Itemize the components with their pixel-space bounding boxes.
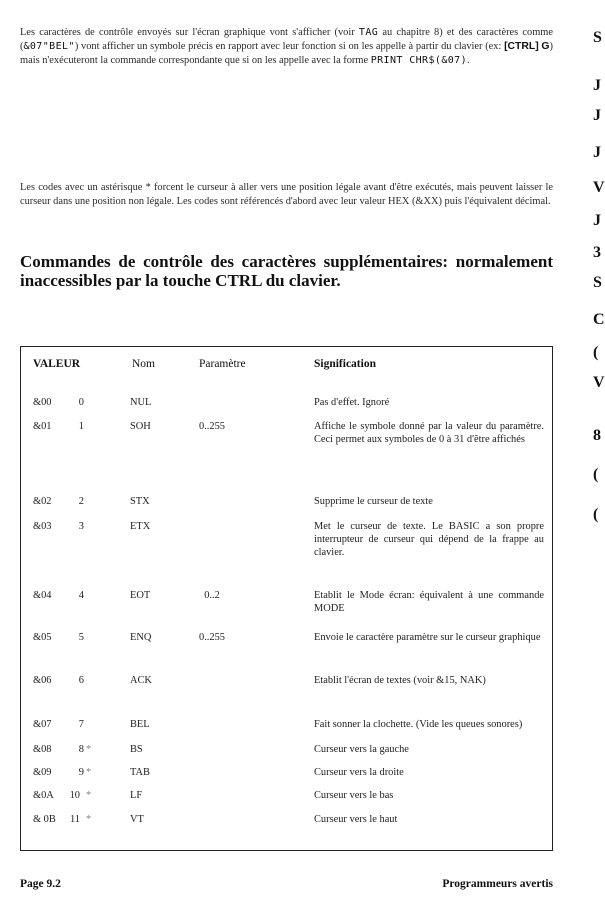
row-code-name: EOT xyxy=(130,590,151,601)
row-decimal-value: 6 xyxy=(78,675,84,686)
tag-keyword: TAG xyxy=(358,27,379,38)
row-description: Etablit l'écran de textes (voir &15, NAK) xyxy=(314,675,486,686)
row-decimal-value: 11 xyxy=(69,814,80,825)
intro-paragraph-1: Les caractères de contrôle envoyés sur l'écran graphique vont s'afficher (voir TAG au chapitre 8) et des caractères comme (&07"BEL") vont afficher un symbole précis en rapport avec leur fonction si on les appelle à partir du clavier (ex: [CTRL] G) mais n'exécuteront la commande correspondante que si on les appelle avec la forme PRINT CHR$(&07). xyxy=(20,27,553,66)
row-hex-value: &0A xyxy=(33,790,54,801)
row-decimal-value: 3 xyxy=(78,521,84,532)
row-code-name: ETX xyxy=(130,521,151,532)
row-hex-value: &07 xyxy=(33,719,52,730)
edge-glyph: J xyxy=(593,78,601,94)
edge-glyph: J xyxy=(593,145,601,161)
row-description: Pas d'effet. Ignoré xyxy=(314,397,390,408)
header-parametre: Paramètre xyxy=(199,358,246,370)
row-code-name: TAB xyxy=(130,767,150,778)
row-description: Affiche le symbole donné par la valeur du paramètre. Ceci permet aux symboles de 0 à 31 d'être affichés xyxy=(314,421,544,445)
row-decimal-value: 10 xyxy=(69,790,80,801)
row-hex-value: &08 xyxy=(33,744,52,755)
edge-glyph: V xyxy=(593,375,605,391)
section-title: Programmeurs avertis xyxy=(442,878,553,890)
g-key: G xyxy=(541,41,550,52)
row-decimal-value: 9 xyxy=(78,767,84,778)
row-parameter-range: 0..255 xyxy=(199,421,225,432)
row-code-name: SOH xyxy=(130,421,151,432)
edge-glyph: ( xyxy=(593,507,599,523)
row-description: Curseur vers la gauche xyxy=(314,744,409,755)
print-command: PRINT CHR$(&07) xyxy=(370,55,467,66)
row-hex-value: &09 xyxy=(33,767,52,778)
row-decimal-value: 5 xyxy=(78,632,84,643)
row-code-name: BS xyxy=(130,744,143,755)
row-description: Met le curseur de texte. Le BASIC a son propre interrupteur de curseur qui dépend de la frappe au clavier. xyxy=(314,521,544,558)
page-number: Page 9.2 xyxy=(20,878,61,890)
bel-code: &07"BEL" xyxy=(23,41,75,52)
header-signification: Signification xyxy=(314,358,376,370)
row-hex-value: &00 xyxy=(33,397,52,408)
row-hex-value: &02 xyxy=(33,496,52,507)
row-description: Supprime le curseur de texte xyxy=(314,496,433,507)
row-decimal-value: 8 xyxy=(78,744,84,755)
row-asterisk: * xyxy=(86,790,92,801)
edge-glyph: 8 xyxy=(593,428,601,444)
edge-glyph: ( xyxy=(593,467,599,483)
row-code-name: ACK xyxy=(130,675,152,686)
row-description: Fait sonner la clochette. (Vide les queues sonores) xyxy=(314,719,523,730)
row-hex-value: &06 xyxy=(33,675,52,686)
row-hex-value: &05 xyxy=(33,632,52,643)
row-description: Envoie le caractère paramètre sur le curseur graphique xyxy=(314,632,541,643)
row-description: Etablit le Mode écran: équivalent à une commande MODE xyxy=(314,590,544,614)
row-code-name: NUL xyxy=(130,397,152,408)
edge-glyph: 3 xyxy=(593,245,601,261)
row-asterisk: * xyxy=(86,744,92,755)
edge-glyph: V xyxy=(593,180,605,196)
header-nom: Nom xyxy=(132,358,155,370)
row-hex-value: &04 xyxy=(33,590,52,601)
row-code-name: STX xyxy=(130,496,150,507)
row-code-name: VT xyxy=(130,814,144,825)
row-description: Curseur vers le bas xyxy=(314,790,394,801)
edge-glyph: S xyxy=(593,30,602,46)
intro-paragraph-2: Les codes avec un astérisque * forcent le curseur à aller vers une position légale avant d'être exécutés, mais peuvent laisser le curseur dans une position non légale. Les codes sont référencés d'abord avec leur valeur HEX (&XX) puis l'équivalent décimal. xyxy=(20,182,553,207)
row-code-name: LF xyxy=(130,790,143,801)
edge-glyph: J xyxy=(593,108,601,124)
row-decimal-value: 4 xyxy=(78,590,84,601)
row-hex-value: &03 xyxy=(33,521,52,532)
edge-glyph: S xyxy=(593,275,602,291)
row-parameter-range: 0..255 xyxy=(199,632,225,643)
edge-glyph: ( xyxy=(593,345,599,361)
row-description: Curseur vers le haut xyxy=(314,814,398,825)
row-description: Curseur vers la droite xyxy=(314,767,404,778)
row-decimal-value: 2 xyxy=(78,496,84,507)
row-decimal-value: 0 xyxy=(78,397,84,408)
row-decimal-value: 1 xyxy=(78,421,84,432)
section-heading: Commandes de contrôle des caractères supplémentaires: normalement inaccessibles par la touche CTRL du clavier. xyxy=(20,252,553,290)
row-decimal-value: 7 xyxy=(78,719,84,730)
ctrl-key: [CTRL] xyxy=(504,41,539,52)
header-valeur: VALEUR xyxy=(33,358,81,370)
row-code-name: BEL xyxy=(130,719,150,730)
row-asterisk: * xyxy=(86,767,92,778)
row-hex-value: &01 xyxy=(33,421,52,432)
row-parameter-range: 0..2 xyxy=(204,590,220,601)
edge-glyph: J xyxy=(593,213,601,229)
row-asterisk: * xyxy=(86,814,92,825)
row-hex-value: & 0B xyxy=(33,814,56,825)
edge-glyph: C xyxy=(593,312,605,328)
row-code-name: ENQ xyxy=(130,632,152,643)
